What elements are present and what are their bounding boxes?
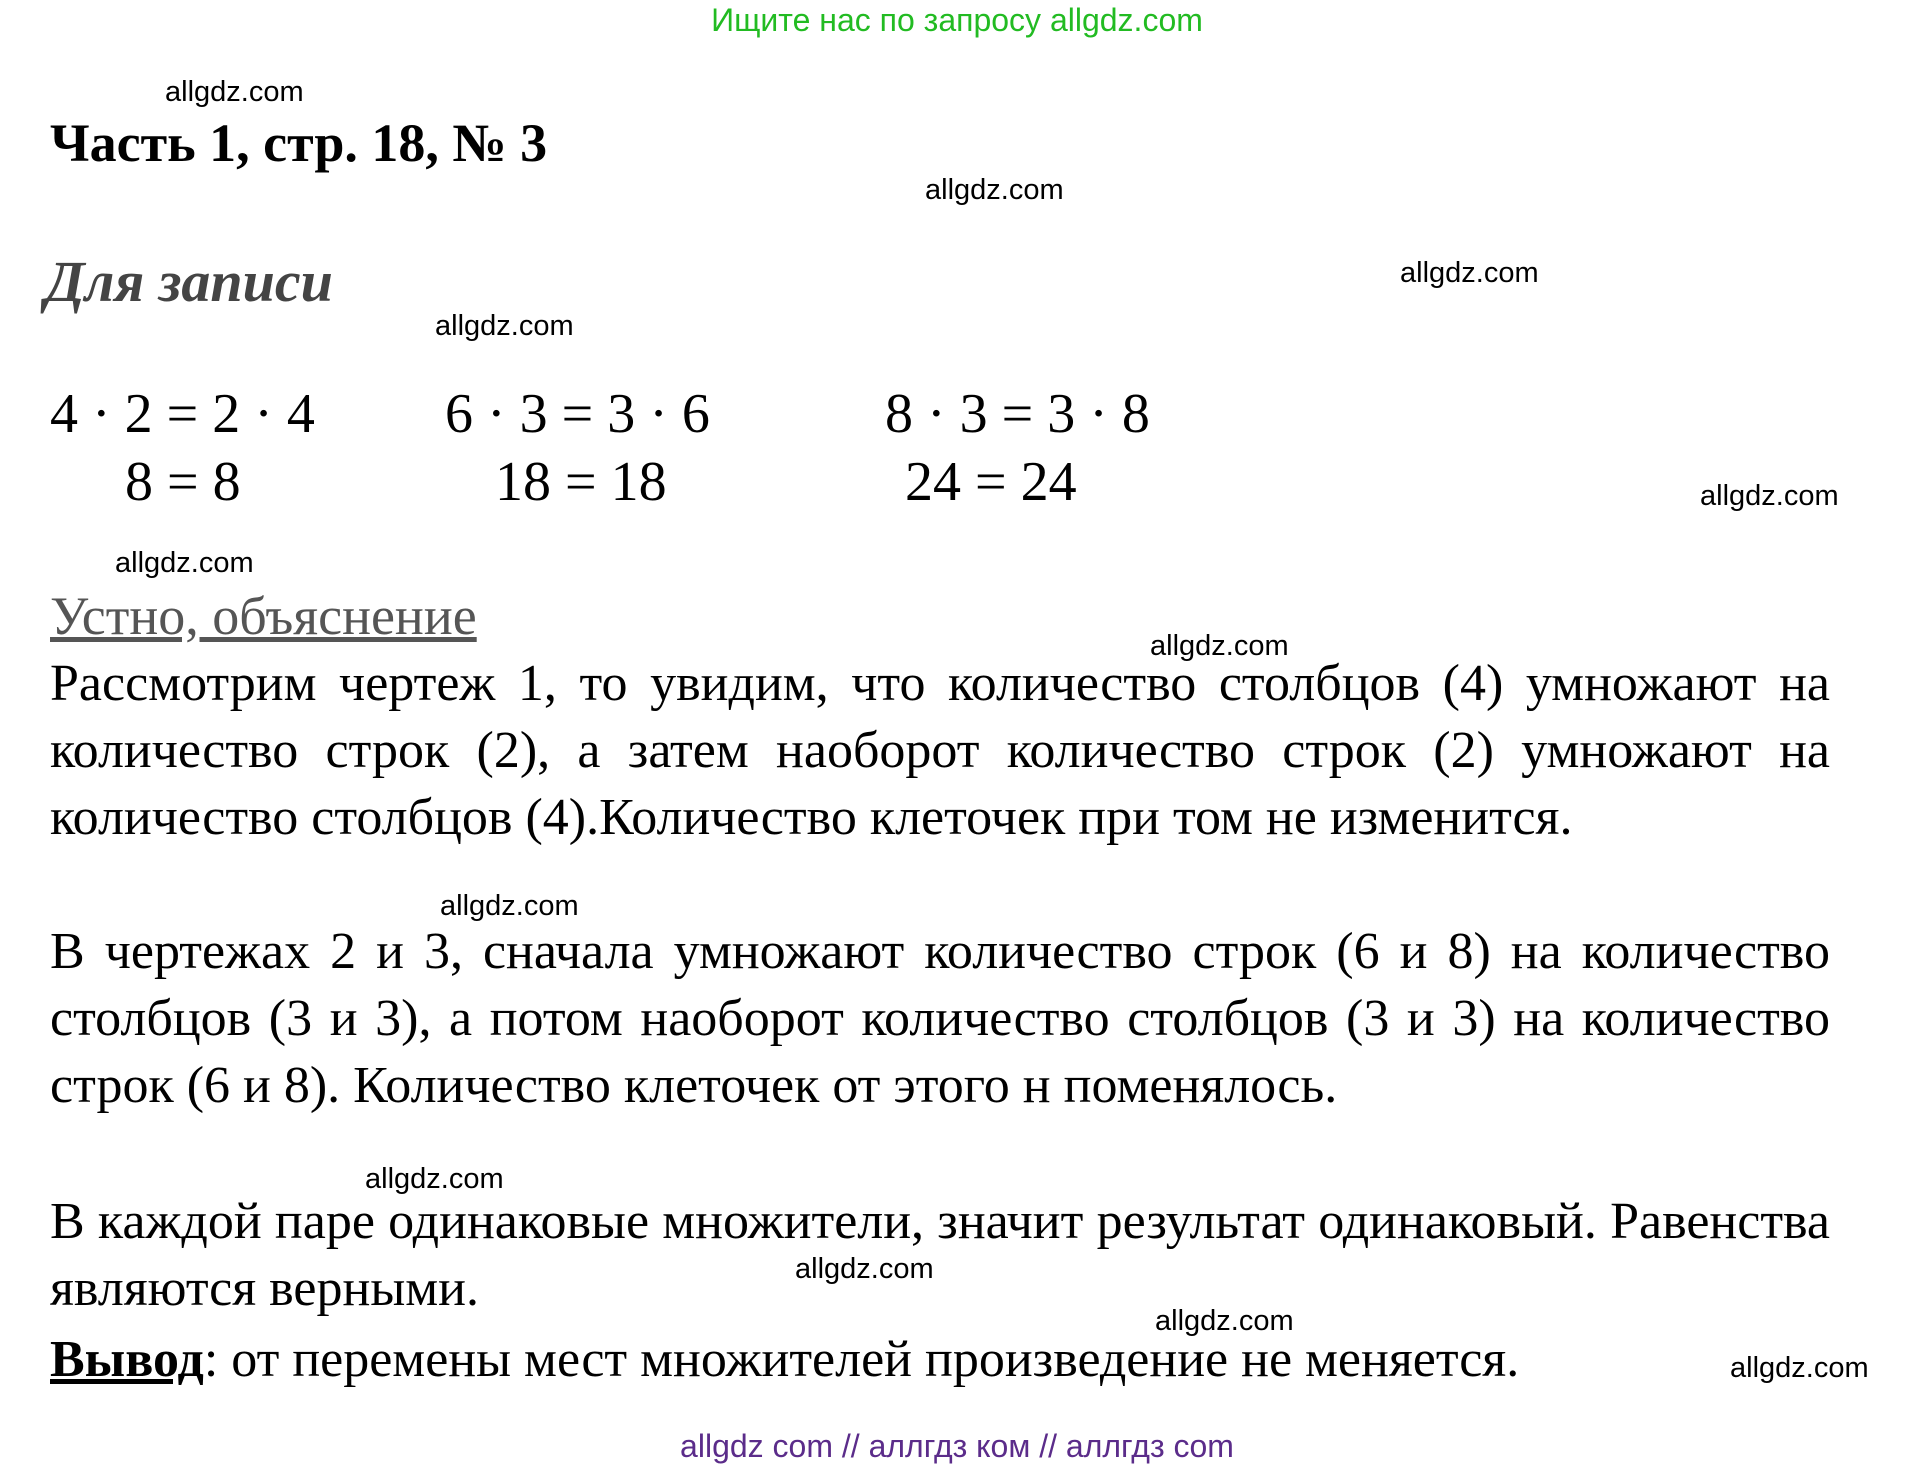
footer-links: allgdz com // аллгдз ком // аллгдз com: [680, 1428, 1234, 1464]
equation-top: 4 · 2 = 2 · 4: [50, 383, 315, 445]
watermark: allgdz.com: [1150, 630, 1289, 662]
conclusion-label: Вывод: [50, 1331, 204, 1388]
watermark: allgdz.com: [365, 1163, 504, 1195]
watermark: allgdz.com: [440, 890, 579, 922]
watermark: allgdz.com: [1700, 480, 1839, 512]
paragraph: В чертежах 2 и 3, сначала умножают количество строк (6 и 8) на количество столбцов (3 и 3), а потом наоборот количество столбцов (3 и 3) на количество строк (6 и 8). Количество клеточек от этого н поменялось.: [50, 923, 1830, 1114]
watermark: allgdz.com: [1155, 1305, 1294, 1337]
watermark: allgdz.com: [1730, 1352, 1869, 1384]
paragraph: Рассмотрим чертеж 1, то увидим, что количество столбцов (4) умножают на количество строк (2), а затем наоборот количество строк (2) умножают на количество столбцов (4).Количество клеточек при том не изменится.: [50, 655, 1830, 846]
equation-bottom: 24 = 24: [905, 451, 1077, 513]
page-title: Часть 1, стр. 18, № 3: [50, 113, 548, 173]
equation-bottom: 18 = 18: [495, 451, 667, 513]
conclusion-text: : от перемены мест множителей произведение не меняется.: [203, 1331, 1520, 1388]
equation-top: 6 · 3 = 3 · 6: [445, 383, 710, 445]
search-banner: Ищите нас по запросу allgdz.com: [711, 2, 1203, 38]
equation-bottom: 8 = 8: [125, 451, 241, 513]
equation-top: 8 · 3 = 3 · 8: [885, 383, 1150, 445]
watermark: allgdz.com: [795, 1253, 934, 1285]
oral-heading: Устно, объяснение: [50, 586, 477, 646]
conclusion: [50, 1330, 1519, 1389]
section-subtitle: Для записи: [45, 249, 333, 314]
watermark: allgdz.com: [1400, 257, 1539, 289]
watermark: allgdz.com: [925, 174, 1064, 206]
watermark: allgdz.com: [115, 547, 254, 579]
watermark: allgdz.com: [165, 76, 304, 108]
watermark: allgdz.com: [435, 310, 574, 342]
paragraph: В каждой паре одинаковые множители, значит результат одинаковый. Равенства являются верными.: [50, 1193, 1830, 1317]
